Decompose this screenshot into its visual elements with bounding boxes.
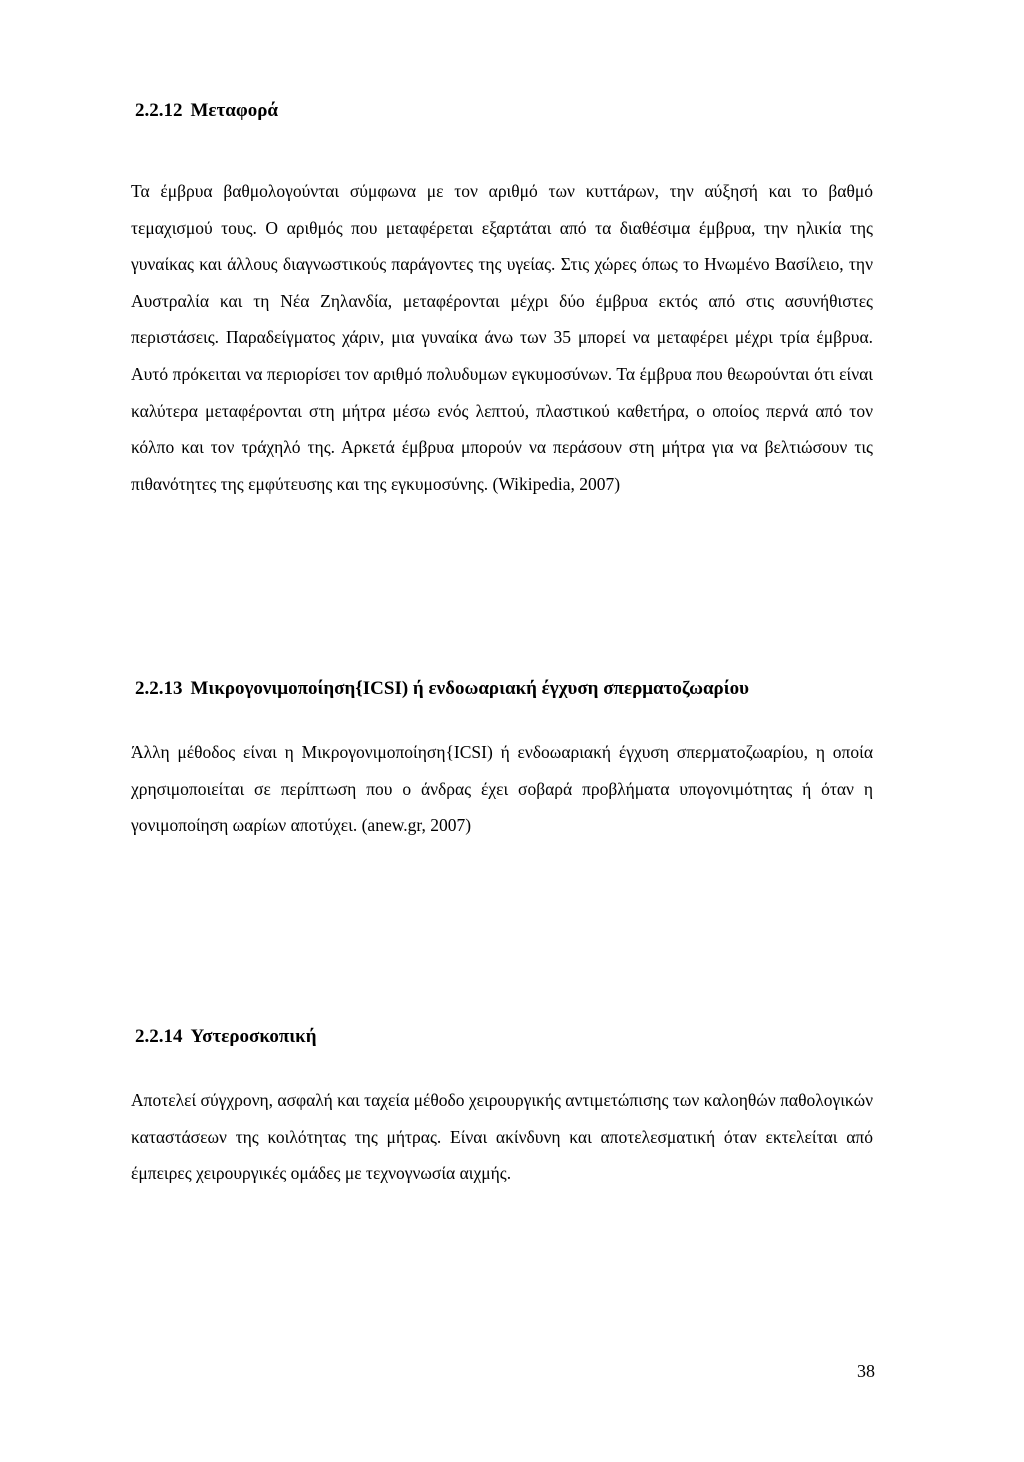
section-title: Υστεροσκοπική: [190, 1026, 317, 1047]
section-paragraph-2-2-13: Άλλη μέθοδος είναι η Μικρογονιμοποίηση{ICSI) ή ενδοωαριακή έγχυση σπερματοζωαρίου, η οποία χρησιμοποιείται σε περίπτωση που ο άνδρας έχει σοβαρά προβλήματα υπογονιμότητας ή όταν η γονιμοποίηση ωαρίων αποτύχει. (anew.gr, 2007): [131, 742, 873, 836]
section-number: 2.2.12: [135, 100, 183, 121]
section-title: Μεταφορά: [190, 100, 279, 121]
section-heading-2-2-12: [135, 99, 278, 123]
section-paragraph-2-2-12: Τα έμβρυα βαθμολογούνται σύμφωνα με τον αριθμό των κυττάρων, την αύξησή και το βαθμό τεμαχισμού τους. Ο αριθμός που μεταφέρεται εξαρτάται από τα διαθέσιμα έμβρυα, την ηλικία της γυναίκας και άλλους διαγνωστικούς παράγοντες της υγείας. Στις χώρες όπως το Ηνωμένο Βασίλειο, την Αυστραλία και τη Νέα Ζηλανδία, μεταφέρονται μέχρι δύο έμβρυα εκτός από στις ασυνήθιστες περιστάσεις. Παραδείγματος χάριν, μια γυναίκα άνω των 35 μπορεί να μεταφέρει μέχρι τρία έμβρυα. Αυτό πρόκειται να περιορίσει τον αριθμό πολυδυμων εγκυμοσύνων. Τα έμβρυα που θεωρούνται ότι είναι καλύτερα μεταφέρονται στη μήτρα μέσω ενός λεπτού, πλαστικού καθετήρα, ο οποίος περνά από τον κόλπο και τον τράχηλό της. Αρκετά έμβρυα μπορούν να περάσουν στη μήτρα για να βελτιώσουν τις πιθανότητες της εμφύτευσης και της εγκυμοσύνης. (Wikipedia, 2007): [131, 181, 873, 494]
page-number: 38: [857, 1361, 875, 1381]
section-number: 2.2.13: [135, 678, 183, 699]
section-heading-2-2-13: [135, 677, 749, 701]
section-number: 2.2.14: [135, 1026, 183, 1047]
section-title: Μικρογονιμοποίηση{ICSI) ή ενδοωαριακή έγχυση σπερματοζωαρίου: [190, 678, 749, 699]
section-heading-2-2-14: [135, 1025, 317, 1049]
section-paragraph-2-2-14: Αποτελεί σύγχρονη, ασφαλή και ταχεία μέθοδο χειρουργικής αντιμετώπισης των καλοηθών παθολογικών καταστάσεων της κοιλότητας της μήτρας. Είναι ακίνδυνη και αποτελεσματική όταν εκτελείται από έμπειρες χειρουργικές ομάδες με τεχνογνωσία αιχμής.: [131, 1090, 873, 1184]
